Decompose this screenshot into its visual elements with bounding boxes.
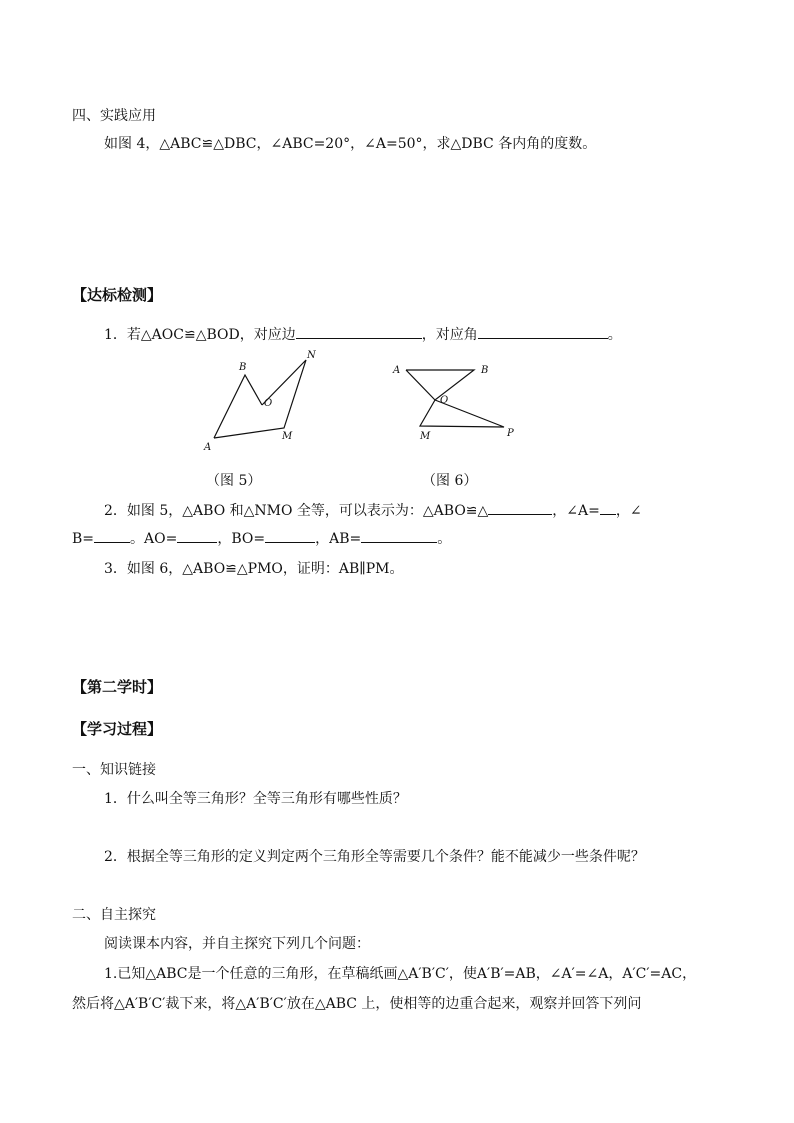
question-2-line-1 [104,500,642,521]
q2-text-h: 。 [437,531,452,547]
fig5-label-a: A [204,442,212,453]
fig5-label-m: M [282,431,293,442]
fig5-triangle-abo [214,375,262,438]
q2-text-b: ，∠A= [552,503,600,519]
fig6-label-p: P [507,428,514,439]
q2-text-g: ，AB= [315,531,362,547]
figure-5-caption: （图 5） [206,473,262,489]
section-heading-practice: 四、实践应用 [72,108,156,124]
check-heading: 【达标检测】 [72,286,163,304]
knowledge-question-2: 2．根据全等三角形的定义判定两个三角形全等需要几个条件？能不能减少一些条件呢？ [104,849,645,865]
q2-text-f: ，BO= [217,531,266,547]
q2-text-c: ，∠ [615,503,642,519]
practice-problem: 如图 4，△ABC≌△DBC，∠ABC=20°，∠A=50°，求△DBC 各内角的度数。 [104,136,597,152]
explore-item-1-line-1: 1.已知△ABC是一个任意的三角形，在草稿纸画△A′B′C′，使A′B′=AB，∠A′=∠A，A′C′=AC， [104,966,697,982]
q1-blank-angles [478,324,608,339]
q2-text-a: 2．如图 5，△ABO 和△NMO 全等，可以表示为：△ABO≌△ [104,503,489,519]
figure-5-diagram [200,350,330,460]
q2-blank-ao [177,528,217,543]
q1-blank-sides [296,324,422,339]
figure-6-caption: （图 6） [422,473,478,489]
knowledge-link-heading: 一、知识链接 [72,762,156,778]
question-1 [104,324,622,345]
q1-text-c: 。 [607,327,622,343]
fig6-label-b: B [481,365,489,376]
q2-blank-angle-a [600,500,616,515]
q2-blank-ab [361,528,437,543]
fig5-label-o: O [264,398,273,409]
q2-text-e: 。AO= [130,531,178,547]
explore-item-1-line-2: 然后将△A′B′C′裁下来，将△A′B′C′放在△ABC 上，使相等的边重合起来，观察并回答下列问 [72,996,642,1012]
fig5-label-b: B [239,362,247,373]
q1-text-b: ，对应角 [421,327,478,343]
fig6-label-a: A [393,365,401,376]
fig5-triangle-nmo [214,360,306,438]
q2-blank-triangle [488,500,552,515]
self-explore-intro: 阅读课本内容，并自主探究下列几个问题： [104,936,370,952]
q2-blank-angle-b [94,528,130,543]
q1-text-a: 1．若△AOC≌△BOD，对应边 [104,327,296,343]
knowledge-question-1: 1．什么叫全等三角形？全等三角形有哪些性质？ [104,791,407,807]
figure-6-diagram [388,360,528,450]
question-3: 3．如图 6，△ABO≌△PMO，证明：AB∥PM。 [104,561,404,577]
fig6-label-o: O [440,395,449,406]
fig6-triangle-pmo [420,400,504,427]
question-2-line-2 [72,528,451,549]
lesson-2-heading: 【第二学时】 [72,678,163,696]
fig6-label-m: M [420,431,431,442]
fig5-label-n: N [307,350,316,361]
q2-blank-bo [265,528,315,543]
self-explore-heading: 二、自主探究 [72,907,156,923]
learning-process-heading: 【学习过程】 [72,720,163,738]
q2-text-d: B= [72,531,95,547]
